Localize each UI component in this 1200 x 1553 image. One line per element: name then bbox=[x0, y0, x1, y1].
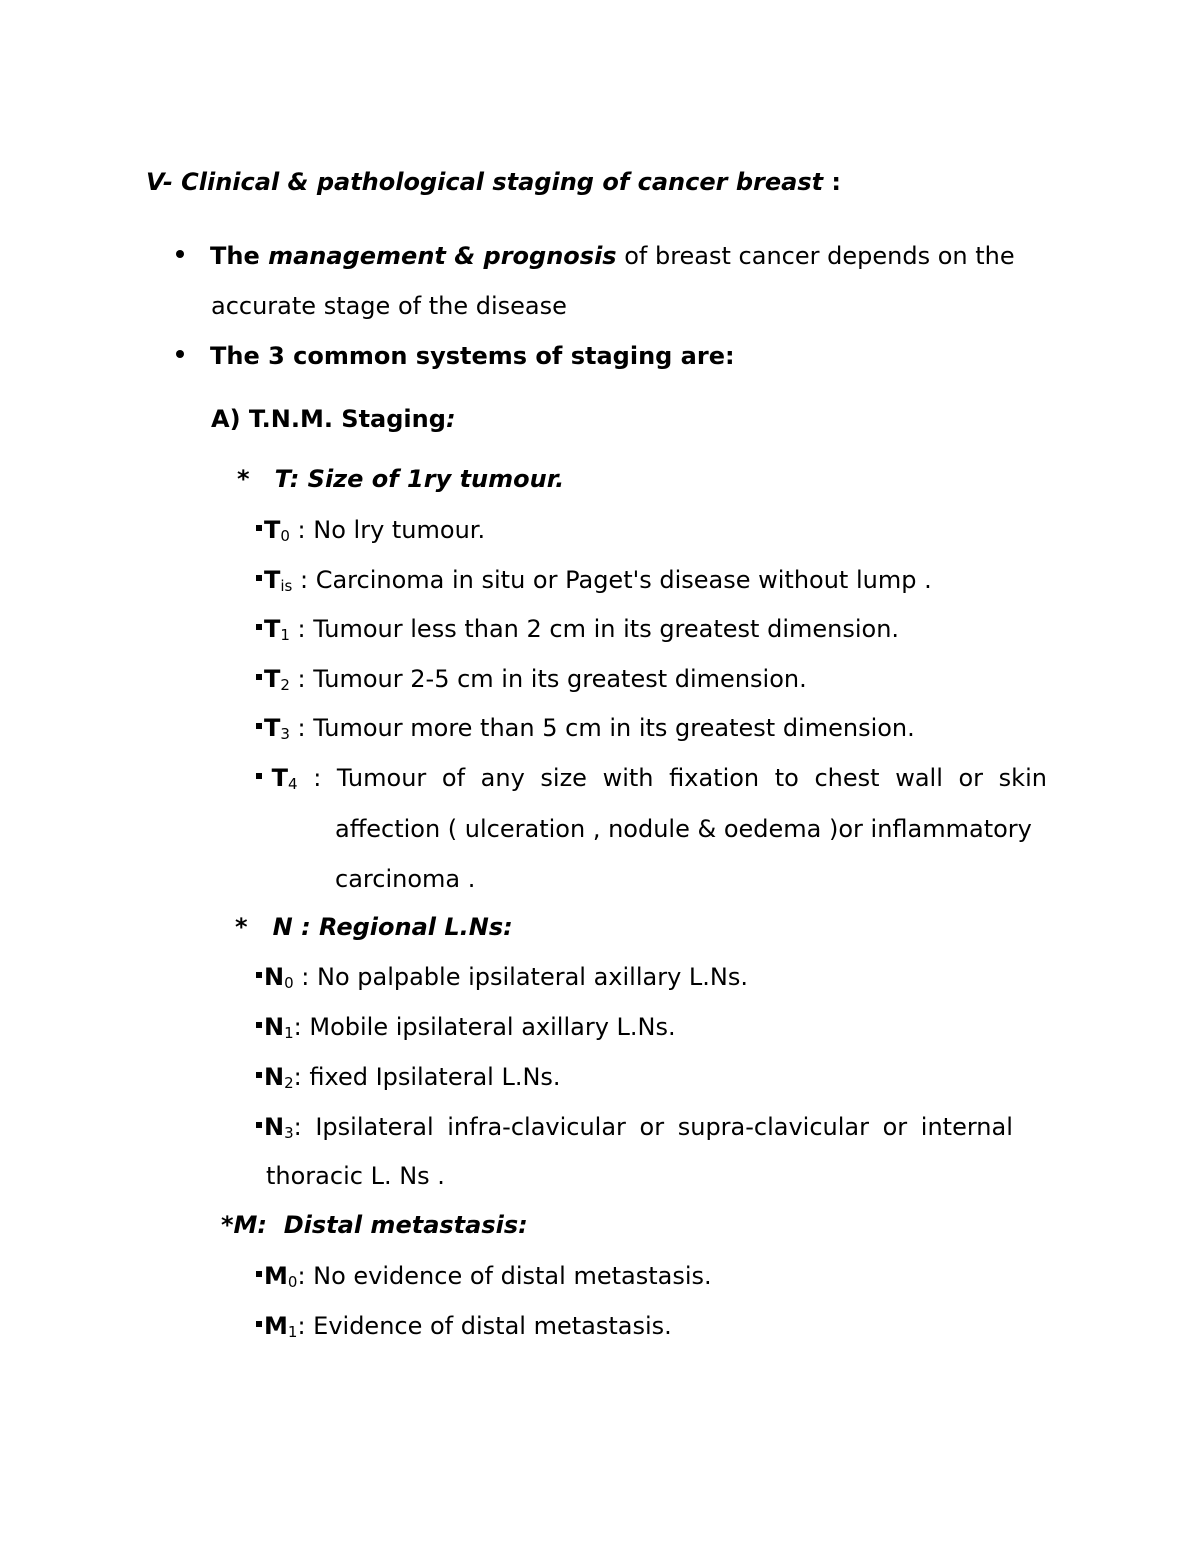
bullet-dot-icon bbox=[176, 250, 184, 258]
square-bullet-icon bbox=[256, 972, 262, 978]
t-item-sub: 2 bbox=[280, 676, 290, 694]
m-item-code: M bbox=[264, 1262, 288, 1290]
t-item bbox=[256, 766, 1058, 792]
bullet-item-systems bbox=[176, 344, 735, 368]
t-item-sub: is bbox=[280, 577, 293, 595]
m-item bbox=[256, 1314, 672, 1340]
t-item-sub: 4 bbox=[288, 775, 298, 793]
n-section-star: * bbox=[235, 913, 248, 941]
bullet1-prefix: The bbox=[210, 242, 269, 270]
square-bullet-icon bbox=[256, 773, 262, 779]
tnm-title-label: A) T.N.M. Staging bbox=[211, 405, 446, 433]
bullet2-text: The 3 common systems of staging are: bbox=[210, 342, 735, 370]
section-heading bbox=[146, 170, 841, 194]
bullet1-continuation: accurate stage of the disease bbox=[211, 292, 567, 320]
t-section-label: T: Size of 1ry tumour. bbox=[274, 465, 565, 493]
bullet-item-management bbox=[176, 244, 1058, 268]
n-section-heading bbox=[235, 915, 513, 939]
t-item-text: : Tumour more than 5 cm in its greatest dimension. bbox=[289, 714, 915, 742]
m-section-heading bbox=[221, 1213, 528, 1237]
n-item bbox=[256, 1015, 676, 1041]
bullet1-emphasis: management & prognosis bbox=[268, 242, 617, 270]
n-item bbox=[256, 965, 748, 991]
t4-continuation: carcinoma . bbox=[335, 865, 476, 893]
bullet1-rest: of breast cancer depends on the bbox=[616, 242, 1015, 270]
t-item-code: T bbox=[264, 516, 281, 544]
m-item bbox=[256, 1264, 712, 1290]
n-item-text: : Ipsilateral infra-clavicular or supra-clavicular or internal bbox=[293, 1113, 1013, 1141]
n3-continuation: thoracic L. Ns . bbox=[266, 1162, 445, 1190]
n-item bbox=[256, 1115, 1058, 1141]
n-item-code: N bbox=[264, 1013, 285, 1041]
t-item-code: T bbox=[264, 714, 281, 742]
n-item-text: : No palpable ipsilateral axillary L.Ns. bbox=[293, 963, 748, 991]
t-item-sub: 0 bbox=[280, 527, 290, 545]
square-bullet-icon bbox=[256, 525, 262, 531]
m-item-text: : Evidence of distal metastasis. bbox=[297, 1312, 672, 1340]
t-item bbox=[256, 617, 899, 643]
n-item bbox=[256, 1065, 561, 1091]
heading-text: V- Clinical & pathological staging of cancer breast bbox=[146, 168, 824, 196]
bullet-dot-icon bbox=[176, 350, 184, 358]
t-item-code: T bbox=[264, 615, 281, 643]
t-item-text: : Tumour of any size with fixation to chest wall or skin bbox=[297, 764, 1047, 792]
m-item-code: M bbox=[264, 1312, 288, 1340]
t-item bbox=[256, 568, 932, 594]
square-bullet-icon bbox=[256, 1271, 262, 1277]
n-item-sub: 1 bbox=[284, 1024, 294, 1042]
t-item-text: : No lry tumour. bbox=[289, 516, 486, 544]
m-item-sub: 0 bbox=[287, 1273, 298, 1291]
t-section-star: * bbox=[237, 465, 250, 493]
n-item-code: N bbox=[264, 963, 285, 991]
t-item-code: T bbox=[264, 566, 281, 594]
t-item-text: : Tumour 2-5 cm in its greatest dimension. bbox=[289, 665, 807, 693]
m-item-text: : No evidence of distal metastasis. bbox=[297, 1262, 712, 1290]
heading-colon: : bbox=[823, 168, 842, 196]
t-section-heading bbox=[237, 467, 564, 491]
n-item-sub: 2 bbox=[284, 1074, 294, 1092]
t-item-sub: 1 bbox=[280, 626, 290, 644]
square-bullet-icon bbox=[256, 723, 262, 729]
t-item-code: T bbox=[271, 764, 289, 792]
n-item-sub: 3 bbox=[284, 1124, 294, 1142]
t-item bbox=[256, 518, 485, 544]
square-bullet-icon bbox=[256, 1321, 262, 1327]
square-bullet-icon bbox=[256, 1072, 262, 1078]
tnm-title-colon: : bbox=[445, 405, 456, 433]
square-bullet-icon bbox=[256, 674, 262, 680]
m-item-sub: 1 bbox=[287, 1323, 298, 1341]
n-item-text: : Mobile ipsilateral axillary L.Ns. bbox=[293, 1013, 676, 1041]
n-item-sub: 0 bbox=[284, 974, 294, 992]
t-item-sub: 3 bbox=[280, 725, 290, 743]
n-item-code: N bbox=[264, 1113, 285, 1141]
square-bullet-icon bbox=[256, 1122, 262, 1128]
square-bullet-icon bbox=[256, 1022, 262, 1028]
m-section-label: Distal metastasis: bbox=[283, 1211, 528, 1239]
m-section-star: *M: bbox=[221, 1211, 268, 1239]
t-item-code: T bbox=[264, 665, 281, 693]
square-bullet-icon bbox=[256, 575, 262, 581]
t-item-text: : Carcinoma in situ or Paget's disease without lump . bbox=[292, 566, 932, 594]
t-item-text: : Tumour less than 2 cm in its greatest dimension. bbox=[289, 615, 900, 643]
t4-continuation: affection ( ulceration , nodule & oedema )or inflammatory bbox=[335, 815, 1032, 843]
t-item bbox=[256, 716, 915, 742]
square-bullet-icon bbox=[256, 624, 262, 630]
tnm-title bbox=[211, 407, 456, 431]
n-item-code: N bbox=[264, 1063, 285, 1091]
t-item bbox=[256, 667, 807, 693]
n-section-label: N : Regional L.Ns: bbox=[272, 913, 513, 941]
n-item-text: : fixed Ipsilateral L.Ns. bbox=[293, 1063, 561, 1091]
